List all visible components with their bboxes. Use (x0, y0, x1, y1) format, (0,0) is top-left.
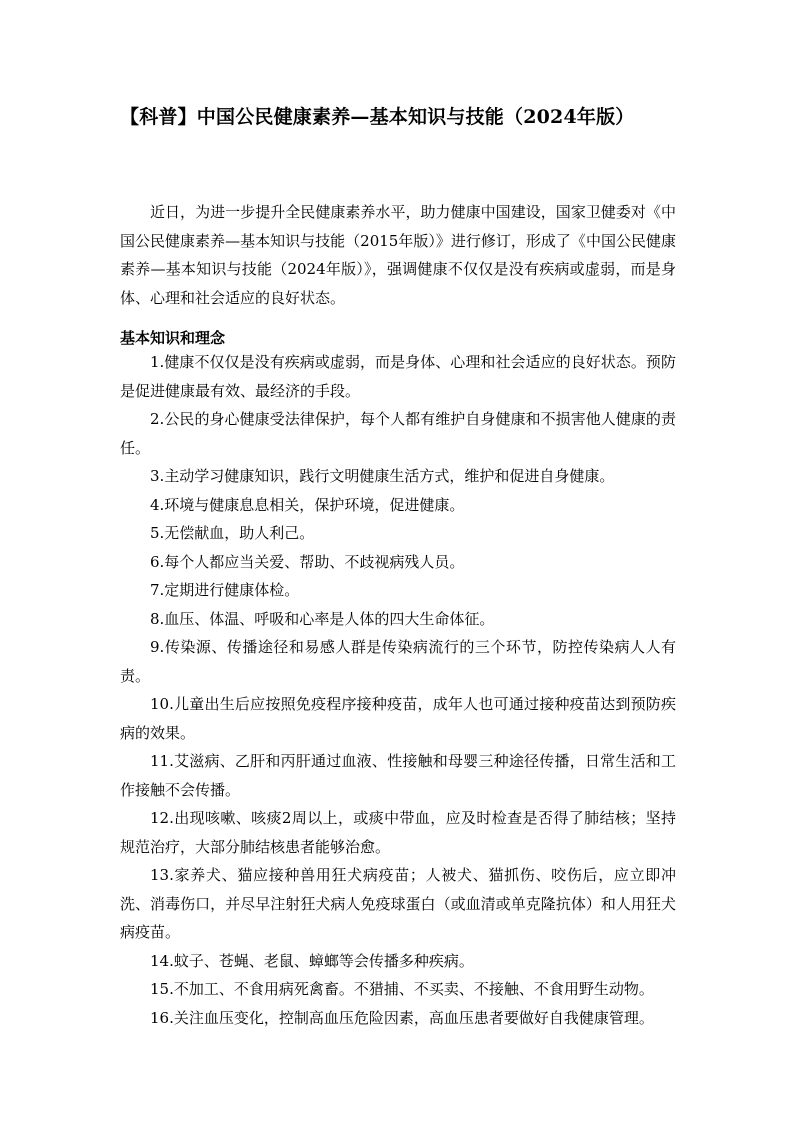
intro-paragraph: 近日，为进一步提升全民健康素养水平，助力健康中国建设，国家卫健委对《中国公民健康素养—基本知识与技能（2015年版）》进行修订，形成了《中国公民健康素养—基本知识与技能（2024年版）》，强调健康不仅仅是没有疾病或虚弱，而是身体、心理和社会适应的良好状态。 (120, 203, 676, 307)
list-item: 5.无偿献血，助人利己。 (150, 524, 315, 542)
list-item: 16.关注血压变化，控制高血压危险因素，高血压患者要做好自我健康管理。 (150, 1008, 654, 1027)
list-item: 10.儿童出生后应按照免疫程序接种疫苗，成年人也可通过接种疫苗达到预防疾病的效果。 (120, 695, 676, 742)
list-item: 8.血压、体温、呼吸和心率是人体的四大生命体征。 (150, 609, 495, 628)
list-item: 12.出现咳嗽、咳痰2周以上，或痰中带血，应及时检查是否得了肺结核；坚持规范治疗，大部分肺结核患者能够治愈。 (120, 809, 676, 856)
list-item: 11.艾滋病、乙肝和丙肝通过血液、性接触和母婴三种途径传播，日常生活和工作接触不会传播。 (120, 752, 676, 799)
list-item: 2.公民的身心健康受法律保护，每个人都有维护自身健康和不损害他人健康的责任。 (120, 410, 676, 457)
section-heading: 基本知识和理念 (120, 329, 226, 347)
list-item: 7.定期进行健康体检。 (150, 581, 300, 599)
list-item: 9.传染源、传播途径和易感人群是传染病流行的三个环节，防控传染病人人有责。 (120, 638, 676, 685)
list-item: 6.每个人都应当关爱、帮助、不歧视病残人员。 (150, 552, 465, 571)
list-item: 13.家养犬、猫应接种兽用狂犬病疫苗；人被犬、猫抓伤、咬伤后，应立即冲洗、消毒伤口，并尽早注射狂犬病人免疫球蛋白（或血清或单克隆抗体）和人用狂犬病疫苗。 (120, 866, 676, 941)
list-item: 4.环境与健康息息相关，保护环境，促进健康。 (150, 495, 465, 514)
list-item: 3.主动学习健康知识，践行文明健康生活方式，维护和促进自身健康。 (150, 467, 615, 485)
list-item: 1.健康不仅仅是没有疾病或虚弱，而是身体、心理和社会适应的良好状态。预防是促进健康最有效、最经济的手段。 (120, 353, 676, 400)
list-item: 15.不加工、不食用病死禽畜。不猎捕、不买卖、不接触、不食用野生动物。 (150, 980, 654, 998)
page-title: 【科普】中国公民健康素养—基本知识与技能（2024年版） (120, 106, 635, 128)
list-item: 14.蚊子、苍蝇、老鼠、蟑螂等会传播多种疾病。 (150, 951, 474, 970)
knowledge-list (120, 348, 676, 1032)
